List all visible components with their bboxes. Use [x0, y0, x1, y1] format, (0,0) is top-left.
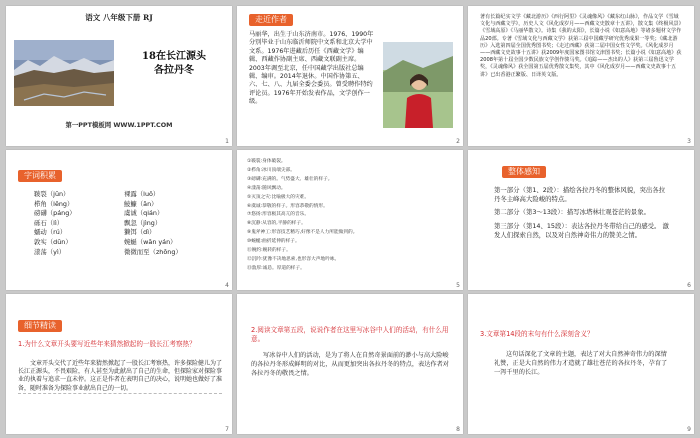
slide-number: 6 [687, 282, 691, 289]
section-tag: 整体感知 [502, 166, 546, 178]
slide-number: 2 [456, 138, 460, 145]
definition-item: ⑧沉静:从容的,平静的样子。 [247, 221, 306, 227]
slide-2[interactable] [237, 6, 463, 146]
slide-7[interactable] [6, 294, 232, 434]
definition-item: ⑤灭顶之灾:比喻极大的灾难。 [247, 194, 310, 200]
definition-item: ⑫沉吟:犹豫不决地思索,也形容大声地吟咏。 [247, 256, 340, 262]
vocab-item: 敦实（dūn） [34, 237, 72, 246]
vocab-item: 裸露（luǒ） [124, 190, 160, 198]
slide-title [122, 50, 226, 78]
definition-item: ⑦悠扬:形容极其高亢的音乐。 [247, 212, 310, 218]
slide-8[interactable] [237, 294, 463, 434]
question-text: 3.文章第14段的末句有什么深刻含义？ [480, 330, 594, 338]
section-tag: 走近作者 [249, 14, 293, 26]
vocab-item: 磅礴（páng） [34, 209, 76, 218]
section-tag: 字词积累 [18, 170, 62, 182]
vocab-item: 飘忽（jìng） [124, 218, 162, 227]
answer-text: 这句话深化了文章的主题，表达了对大自然神奇伟力的深情礼赞，正是大自然的伟力才造就了雄壮苍茫的各拉丹冬，孕育了一泻千里的长江。 [494, 351, 668, 376]
slide-number: 9 [687, 426, 691, 433]
works-paragraph: 著有长篇纪实文学《藏北游历》《西行阿里》《灵魂像风》《藏东红山脉》，作品文学《雪域文化与西藏文学》，历史人文《风化成岁月——西藏文史散章十五讲》，散文集《终极风景》《雪域高原》《马丽华散文》。诗集《我的太阳》，长篇小说《如意高地》等诸多题材文学作品20部。专著《雪域文化与西藏文学》获第三届中国藏学研究优秀成果一等奖；《藏北游历》入选第四届全国优秀图书奖；《走过西藏》获第二届中国女性文学奖。《风化成岁月——西藏文史故事十五讲》获2009年度国家图书馆文津图书奖；长篇小说《如意高地》获2008年第十届全国少数民族文学创作骏马奖。《追踪——杰出的人》获第三届鲁迅文学奖，《灵魂像风》获全国第五届优秀散文集奖，其中《风化成岁月——西藏文史故事十五讲》已出香港正繁版、日译英文版。 [480, 14, 682, 78]
answer-text: 文章开头交代了近些年来猜然掀起了一股长江考察热，许多探险健儿为了长江正源头，不畏艰险，有人甚至为此献出了自己的生命，但探险家对探险事业的执着与追求一直未停。这正是作者在表明自己的决心，说明她也做好了准备，随时准备为探险事业献出自己的一切。 [18, 360, 222, 394]
slide-1[interactable] [6, 6, 232, 146]
slide-4[interactable] [6, 150, 232, 290]
definition-item: ⑪婉约:婉转的样子。 [247, 248, 291, 254]
definition-item: ①皲裂:身体破裂。 [247, 159, 286, 164]
vocab-left-column [34, 190, 76, 257]
section-tag: 细节精读 [18, 320, 62, 332]
definitions-list [247, 158, 455, 274]
vocab-item: 微微而至（zhōng） [124, 247, 182, 256]
question-text: 1.为什么文章开头要写近些年来猜然掀起的一股长江考察热？ [18, 340, 196, 348]
slide-3[interactable] [468, 6, 694, 146]
author-bio: 马丽华，出生于山东济南市。1976、1990年分别毕业于山东临沂师院中文系和北京大学中文系。1976年进藏后历任《西藏文学》编辑、西藏作协副主席、西藏文联副主席。2003年调至北京，任中国藏学出版社总编辑、编审。2014年退休。中国作协第五、六、七、八、九届全委会委员。曾受聘作特约评论员。1976年开始发表作品，文学创作一级。 [249, 31, 374, 106]
slide-number: 4 [225, 282, 229, 289]
vocab-item: 獭饵（dì） [124, 228, 156, 237]
slide-number: 5 [456, 282, 460, 289]
vocab-item: 砾石（lì） [34, 218, 64, 227]
vocab-item: 鮟鱇（ān） [124, 199, 158, 208]
definition-item: ⑥虞诚:恭敬的样子。形容恭敬的情形。 [247, 203, 328, 209]
title-line-2: 各拉丹冬 [154, 65, 194, 76]
structure-part: 第三部分（第14、15段）：表达各拉丹冬带给自己的感受。 激发人们探索自然，以及对自然神奇伟力的赞美之情。 [494, 221, 669, 239]
slide-5[interactable] [237, 150, 463, 290]
structure-part: 第一部分（第1、2段）：描绘各拉丹冬的整体风貌，突出各拉 丹冬主峰高大险峻的特点。 [494, 186, 666, 204]
vocab-item: 虞诚（qián） [124, 209, 164, 218]
slide-header: 语文 八年级下册 RJ [85, 13, 153, 22]
vocab-item: 婉蜒（wān yán） [124, 237, 177, 246]
slide-9[interactable] [468, 294, 694, 434]
slide-number: 3 [687, 138, 691, 145]
author-photo [383, 42, 453, 128]
slide-6[interactable] [468, 150, 694, 290]
vocab-item: 皲裂（jūn） [34, 190, 70, 198]
slide-number: 8 [456, 426, 460, 433]
definition-item: ⑨鬼斧神工:形容技艺精巧,好像不是人力所能做到的。 [247, 230, 358, 236]
structure-part: 第二部分（第3～13段）：描写冰塔林壮观苍茫的景象。 [494, 208, 650, 217]
definition-item: ②栉角:冰川顶端尖部。 [247, 167, 295, 173]
definition-item: ⑩蜿蜒:曲折延伸的样子。 [247, 239, 300, 245]
vocab-item: 栉角（lěng） [34, 199, 74, 208]
question-text: 2.阅读文章第五段，说说作者在这里写冰谷中人们的活动，有什么用意。 [251, 326, 449, 343]
structure-outline [494, 186, 670, 240]
slide-number: 7 [225, 426, 229, 433]
slide-number: 1 [225, 138, 229, 145]
definition-item: ④漾荡:随风飘动。 [247, 185, 286, 191]
landscape-image [14, 40, 114, 106]
vocab-right-column [124, 190, 182, 257]
vocab-item: 蠕动（rú） [34, 228, 67, 237]
slide-footer: 第一PPT模板网 WWW.1PPT.COM [65, 121, 173, 129]
title-line-1: 18在长江源头 [142, 51, 206, 62]
definition-item: ③磅礴:充满的。气势盛大、雄壮的样子。 [247, 176, 333, 182]
answer-text: 写冰谷中人们的活动，是为了将人在自然奇景面前的渺小与高大险峻的各拉丹冬形成鲜明的对比，从而更加突出各拉丹冬的特点，表达作者对各拉丹冬的敬畏之情。 [251, 352, 449, 377]
definition-item: ⑬敦厚:诚恳。厚道的样子。 [247, 265, 305, 271]
vocab-item: 漾荡（yì） [34, 247, 66, 256]
